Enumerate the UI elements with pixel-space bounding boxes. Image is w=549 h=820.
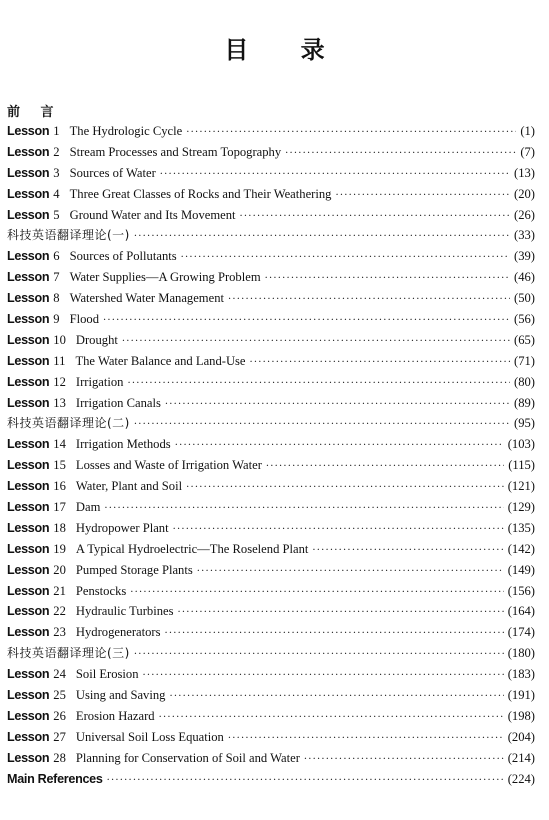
toc-row	[7, 184, 535, 205]
page-number: (204)	[507, 729, 535, 744]
toc-row	[7, 309, 535, 330]
lesson-title: Ground Water and Its Movement	[69, 207, 236, 222]
lesson-label: Lesson	[7, 186, 50, 201]
dot-leader	[122, 332, 510, 353]
page-number: (115)	[508, 458, 535, 473]
lesson-label: Lesson	[7, 374, 50, 389]
lesson-number: 24	[53, 667, 66, 682]
lesson-label: Lesson	[7, 500, 50, 515]
references-label: Main References	[7, 771, 103, 786]
lesson-label: Lesson	[7, 458, 50, 473]
lesson-number: 21	[53, 583, 66, 598]
toc-row-references	[7, 769, 535, 790]
dot-leader	[178, 603, 504, 624]
toc-row	[7, 267, 535, 288]
toc-row	[7, 476, 535, 497]
toc-row	[7, 330, 535, 351]
dot-leader	[127, 374, 510, 395]
dot-leader	[134, 227, 510, 248]
lesson-number: 4	[53, 186, 60, 201]
toc-row	[7, 246, 535, 267]
lesson-label: Lesson	[7, 583, 50, 598]
page-number: (164)	[507, 604, 535, 619]
lesson-label: Lesson	[7, 750, 50, 765]
section-title: 科技英语翻译理论(三)	[7, 646, 130, 661]
toc-row	[7, 581, 535, 602]
table-of-contents	[7, 121, 535, 790]
lesson-number: 22	[53, 604, 66, 619]
dot-leader	[165, 395, 510, 416]
lesson-number: 15	[53, 458, 66, 473]
dot-leader	[134, 415, 510, 436]
page-title: 目 录	[224, 35, 347, 64]
lesson-label: Lesson	[7, 353, 50, 368]
toc-row	[7, 727, 535, 748]
page-number: (71)	[514, 353, 535, 368]
dot-leader	[104, 499, 503, 520]
page-number: (224)	[507, 771, 535, 786]
dot-leader	[240, 207, 510, 228]
lesson-number: 13	[53, 395, 66, 410]
lesson-label: Lesson	[7, 165, 50, 180]
section-title: 科技英语翻译理论(一)	[7, 228, 130, 243]
lesson-title: Drought	[75, 332, 118, 347]
lesson-label: Lesson	[7, 729, 50, 744]
page-number: (198)	[507, 708, 535, 723]
page-number: (214)	[507, 750, 535, 765]
lesson-label: Lesson	[7, 395, 50, 410]
lesson-title: Planning for Conservation of Soil and Water	[75, 750, 300, 765]
page-number: (13)	[514, 165, 535, 180]
lesson-title: A Typical Hydroelectric—The Roselend Plant	[75, 541, 309, 556]
lesson-label: Lesson	[7, 541, 50, 556]
dot-leader	[159, 708, 504, 729]
toc-row	[7, 434, 535, 455]
lesson-number: 25	[53, 688, 66, 703]
dot-leader	[143, 666, 504, 687]
toc-row	[7, 706, 535, 727]
lesson-number: 9	[53, 312, 60, 327]
lesson-label: Lesson	[7, 479, 50, 494]
dot-leader	[228, 290, 510, 311]
dot-leader	[266, 457, 504, 478]
dot-leader	[304, 750, 504, 771]
lesson-title: Pumped Storage Plants	[75, 562, 193, 577]
lesson-label: Lesson	[7, 520, 50, 535]
lesson-number: 16	[53, 479, 66, 494]
page-number: (33)	[514, 228, 535, 243]
toc-row	[7, 518, 535, 539]
lesson-number: 17	[53, 500, 66, 515]
toc-row	[7, 539, 535, 560]
lesson-label: Lesson	[7, 562, 50, 577]
lesson-label: Lesson	[7, 270, 50, 285]
toc-row-translation-theory	[7, 413, 535, 434]
toc-row	[7, 560, 535, 581]
lesson-title: Irrigation	[75, 374, 124, 389]
dot-leader	[285, 144, 516, 165]
lesson-number: 3	[53, 165, 60, 180]
lesson-number: 6	[53, 249, 60, 264]
page-number: (149)	[507, 562, 535, 577]
toc-row	[7, 393, 535, 414]
page-number: (7)	[520, 144, 535, 159]
dot-leader	[197, 562, 504, 583]
lesson-title: Soil Erosion	[75, 667, 139, 682]
lesson-number: 28	[53, 750, 66, 765]
lesson-label: Lesson	[7, 688, 50, 703]
page-number: (80)	[514, 374, 535, 389]
lesson-number: 19	[53, 541, 66, 556]
lesson-title: Sources of Pollutants	[69, 249, 177, 264]
lesson-label: Lesson	[7, 625, 50, 640]
dot-leader	[175, 436, 504, 457]
dot-leader	[228, 729, 504, 750]
dot-leader	[173, 520, 504, 541]
lesson-title: Using and Saving	[75, 688, 166, 703]
page-number: (183)	[507, 667, 535, 682]
page-number: (174)	[507, 625, 535, 640]
lesson-title: Sources of Water	[69, 165, 156, 180]
lesson-label: Lesson	[7, 291, 50, 306]
toc-row	[7, 288, 535, 309]
toc-row	[7, 664, 535, 685]
lesson-label: Lesson	[7, 437, 50, 452]
dot-leader	[165, 624, 504, 645]
page-number: (89)	[514, 395, 535, 410]
lesson-title: The Water Balance and Land-Use	[75, 353, 246, 368]
dot-leader	[160, 165, 510, 186]
dot-leader	[107, 771, 504, 792]
lesson-title: Erosion Hazard	[75, 708, 155, 723]
lesson-title: Water Supplies—A Growing Problem	[69, 270, 261, 285]
lesson-number: 14	[53, 437, 66, 452]
lesson-title: Hydraulic Turbines	[75, 604, 174, 619]
dot-leader	[130, 583, 503, 604]
lesson-title: Three Great Classes of Rocks and Their Weathering	[69, 186, 332, 201]
toc-row	[7, 455, 535, 476]
page-number: (129)	[507, 500, 535, 515]
lesson-title: Watershed Water Management	[69, 291, 224, 306]
lesson-number: 11	[53, 353, 66, 368]
lesson-label: Lesson	[7, 708, 50, 723]
page-number: (121)	[507, 479, 535, 494]
toc-row	[7, 748, 535, 769]
dot-leader	[335, 186, 510, 207]
toc-row	[7, 205, 535, 226]
toc-row	[7, 685, 535, 706]
lesson-label: Lesson	[7, 312, 50, 327]
page-number: (191)	[507, 688, 535, 703]
page-number: (46)	[514, 270, 535, 285]
page-number: (95)	[514, 416, 535, 431]
dot-leader	[250, 353, 510, 374]
lesson-number: 27	[53, 729, 66, 744]
lesson-label: Lesson	[7, 249, 50, 264]
dot-leader	[186, 123, 516, 144]
lesson-label: Lesson	[7, 124, 50, 138]
dot-leader	[186, 478, 504, 499]
lesson-title: Dam	[75, 500, 101, 515]
lesson-number: 26	[53, 708, 66, 723]
page-number: (156)	[507, 583, 535, 598]
lesson-label: Lesson	[7, 332, 50, 347]
lesson-number: 23	[53, 625, 66, 640]
lesson-title: Stream Processes and Stream Topography	[69, 144, 282, 159]
page-number: (1)	[520, 124, 535, 138]
dot-leader	[312, 541, 503, 562]
lesson-label: Lesson	[7, 667, 50, 682]
lesson-title: Flood	[69, 312, 99, 327]
lesson-label: Lesson	[7, 604, 50, 619]
lesson-number: 1	[53, 124, 60, 138]
lesson-number: 5	[53, 207, 60, 222]
dot-leader	[265, 269, 510, 290]
lesson-number: 12	[53, 374, 66, 389]
page-number: (65)	[514, 332, 535, 347]
dot-leader	[103, 311, 510, 332]
dot-leader	[134, 645, 504, 666]
page-number: (26)	[514, 207, 535, 222]
lesson-title: Universal Soil Loss Equation	[75, 729, 224, 744]
toc-row	[7, 372, 535, 393]
toc-row-translation-theory	[7, 225, 535, 246]
lesson-number: 8	[53, 291, 60, 306]
lesson-title: Penstocks	[75, 583, 127, 598]
lesson-number: 10	[53, 332, 66, 347]
page-number: (103)	[507, 437, 535, 452]
dot-leader	[169, 687, 503, 708]
preface-heading: 前 言	[7, 105, 62, 120]
dot-leader	[181, 248, 510, 269]
lesson-title: Losses and Waste of Irrigation Water	[75, 458, 262, 473]
page-number: (180)	[507, 646, 535, 661]
lesson-title: Hydropower Plant	[75, 520, 169, 535]
toc-row	[7, 142, 535, 163]
lesson-title: The Hydrologic Cycle	[69, 124, 183, 138]
lesson-number: 2	[53, 144, 60, 159]
toc-row	[7, 121, 535, 142]
lesson-label: Lesson	[7, 207, 50, 222]
page-number: (142)	[507, 541, 535, 556]
lesson-label: Lesson	[7, 144, 50, 159]
toc-row	[7, 497, 535, 518]
lesson-number: 20	[53, 562, 66, 577]
lesson-number: 7	[53, 270, 60, 285]
lesson-title: Hydrogenerators	[75, 625, 161, 640]
section-title: 科技英语翻译理论(二)	[7, 416, 130, 431]
page-number: (50)	[514, 291, 535, 306]
lesson-number: 18	[53, 520, 66, 535]
page-number: (39)	[514, 249, 535, 264]
lesson-title: Water, Plant and Soil	[75, 479, 183, 494]
toc-row	[7, 351, 535, 372]
lesson-title: Irrigation Canals	[75, 395, 161, 410]
page-number: (20)	[514, 186, 535, 201]
toc-row	[7, 601, 535, 622]
page-number: (56)	[514, 312, 535, 327]
toc-row	[7, 622, 535, 643]
page-number: (135)	[507, 520, 535, 535]
toc-row-translation-theory	[7, 643, 535, 664]
lesson-title: Irrigation Methods	[75, 437, 171, 452]
toc-row	[7, 163, 535, 184]
